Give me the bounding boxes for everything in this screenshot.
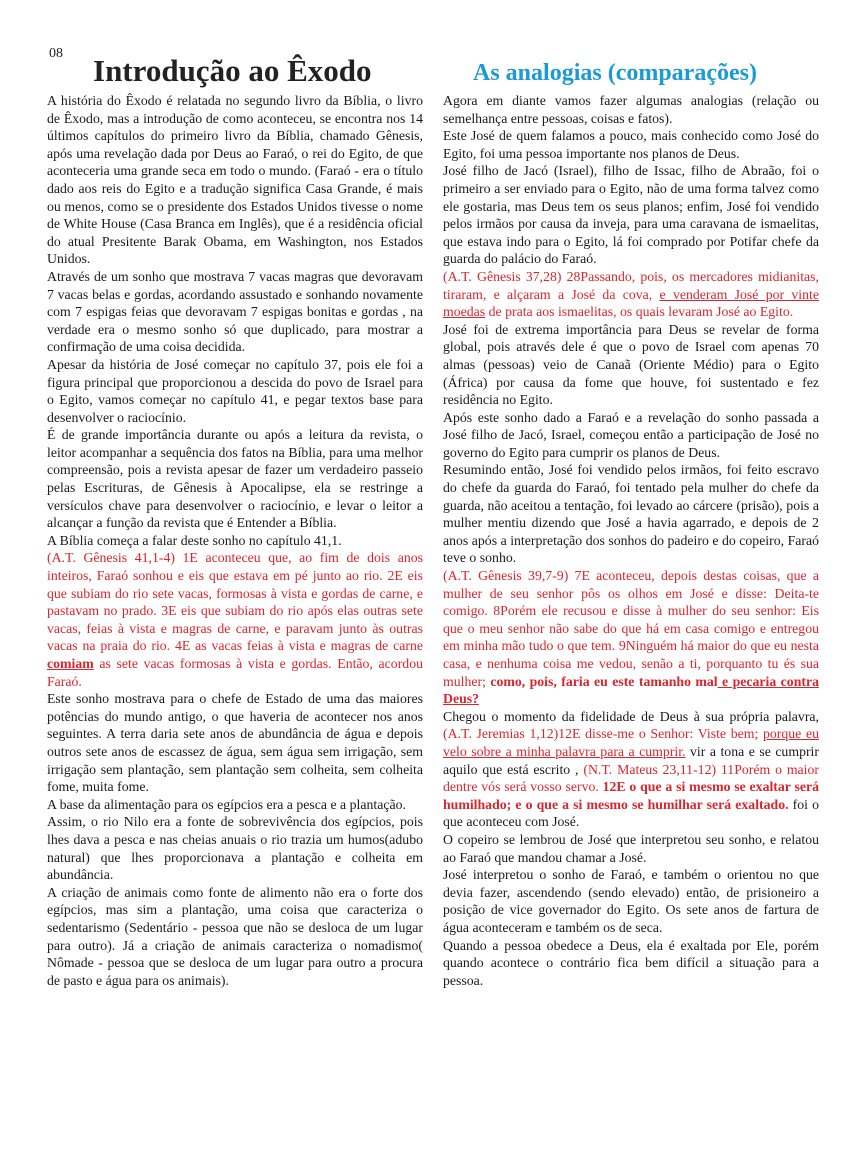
paragraph: A criação de animais como fonte de alimento não era o forte dos egípcios, mas sim a plantação, uma coisa que caracteriza o sedentarismo (Sedentário - pessoa que não se desloca de um lugar para outro). Já a criação de animais caracteriza o nomadismo( Nômade - pessoa que se desloca de um lugar para outro a procura de pasto e água para os animais). xyxy=(47,884,423,988)
scripture-quote xyxy=(443,268,819,321)
paragraph: Após este sonho dado a Faraó e a revelação do sonho passada a José filho de Jacó, Israel, começou então a participação de José no governo do Egito para cumprir os planos de Deus. xyxy=(443,409,819,460)
quote-text: (A.T. Gênesis 37,28) 28Passando, pois, os mercadores midianitas, tiraram, e alçaram a José da cova, xyxy=(443,268,819,302)
section-title: As analogias (comparações) xyxy=(473,60,757,86)
paragraph: O copeiro se lembrou de José que interpretou seu sonho, e relatou ao Faraó que mandou chamar a José. xyxy=(443,831,819,865)
quote-text: de prata aos ismaelitas, os quais levaram José ao Egito. xyxy=(485,304,794,320)
paragraph: José foi de extrema importância para Deus se revelar de forma global, pois através dele é que o povo de Israel com apenas 70 almas (pessoas) veio de Canaã (Oriente Médio) para o Egito (África) por causa da fome que houve, foi sustentado e fez residência no Egito. xyxy=(443,321,819,408)
left-column xyxy=(47,54,423,989)
paragraph: Este José de quem falamos a pouco, mais conhecido como José do Egito, foi uma pessoa importante nos planos de Deus. xyxy=(443,128,819,161)
paragraph: Resumindo então, José foi vendido pelos irmãos, foi feito escravo do chefe da guarda do Faraó, foi tentado pela mulher do chefe da guarda, não aceitou a tentação, foi levado ao cárcere (prisão), pois a mulher mentiu dizendo que José a havia agarrado, e depois de 2 anos após a interpretação dos sonhos do padeiro e do copeiro, Faraó teve o sonho. xyxy=(443,462,819,566)
quote-text: (N.T. Mateus 23,11-12) 11Porém o maior dentre vós será vosso servo. xyxy=(443,761,820,795)
quote-emphasis: 12E o que a si mesmo se exaltar será humilhado; e o que a si mesmo se humilhar será exaltado. xyxy=(443,779,819,812)
paragraph: A história do Êxodo é relatada no segundo livro da Bíblia, o livro de Êxodo, mas a introdução de como aconteceu, se encontra nos 14 últimos capítulos do primeiro livro da Bíblia, chamado Gênesis, após uma revelação dada por Deus ao Faraó, o rei do Egito, de que aconteceria uma grande seca em todo o mundo. (Faraó - era o título dado aos reis do Egito e a tradução significa Casa Grande, é mais ou menos, como se o presidente dos Estados Unidos tivesse o nome de White House (Casa Branca em Inglês), que é a residência oficial do atual Presitente Barak Obama, em Washington, nos Estados Unidos. xyxy=(47,93,423,267)
scripture-quote xyxy=(47,549,423,690)
quote-text: (A.T. Gênesis 41,1-4) 1E aconteceu que, ao fim de dois anos inteiros, Faraó sonhou e eis que estava em pé junto ao rio. 2E eis que subiam do rio sete vacas, formosas à vista e gordas de carne, e pastavam no prado. 3E eis que subiam do rio após elas outras sete vacas, feias à vista e magras de carne, e paravam junto às outras vacas na praia do rio. 4E as vacas feias à vista e magras de carne xyxy=(47,550,423,654)
paragraph: A base da alimentação para os egípcios era a pesca e a plantação. xyxy=(47,796,406,812)
quote-emphasis: como, pois, faria eu este tamanho mal xyxy=(490,673,718,689)
text: foi o que aconteceu com José. xyxy=(443,796,820,830)
paragraph: É de grande importância durante ou após a leitura da revista, o leitor acompanhar a sequência dos fatos na Bíblia, para uma melhor compreensão, pois a revista apesar de fazer um verdadeiro passeio pelas Escrituras, de Gênesis à Apocalipse, ela se restringe a versículos chave para desenvolver o raciocínio, e levar o leitor a alcançar a função da revista que é Entender a Bíblia. xyxy=(47,427,423,531)
paragraph: Apesar da história de José começar no capítulo 37, pois ele foi a figura principal que proporcionou a descida do povo de Israel para o Egito, vamos começar no capítulo 41, e pegar textos base para desenvolver o raciocínio. xyxy=(47,356,423,425)
quote-text: (A.T. Jeremias 1,12)12E disse-me o Senhor: Viste bem; xyxy=(443,726,763,742)
quote-emphasis: comiam xyxy=(47,656,94,671)
paragraph: Agora em diante vamos fazer algumas analogias (relação ou semelhança entre pessoas, coisas e fatos). xyxy=(443,93,819,126)
paragraph: Este sonho mostrava para o chefe de Estado de uma das maiores potências do mundo antigo, o que haveria de acontecer nos anos seguintes. A terra daria sete anos de abundância de água e depois outros sete anos de escassez de água, sem água sem irrigação, sem irrigação sem plantação, sem plantação sem colheita, sem colheita fome, muita fome. xyxy=(47,691,423,795)
scripture-quote xyxy=(443,567,819,708)
quote-emphasis: e pecaria contra Deus? xyxy=(443,673,819,707)
paragraph: A Bíblia começa a falar deste sonho no capítulo 41,1. xyxy=(47,532,342,548)
right-column xyxy=(443,54,819,989)
quote-text: as sete vacas formosas à vista e gordas. Então, acordou Faraó. xyxy=(47,656,423,689)
page-number: 08 xyxy=(49,46,63,61)
paragraph: Assim, o rio Nilo era a fonte de sobrevivência dos egípcios, pois lhes dava a pesca e nas cheias anuais o rio trazia um humos(adubo natural) que lhes proporcionava a plantação e colheita em abundância. xyxy=(47,814,423,883)
paragraph: Através de um sonho que mostrava 7 vacas magras que devoravam 7 vacas belas e gordas, acordando assustado e sonhando novamente com 7 espigas feias que devoravam 7 espigas bonitas e gordas , na verdade era o mesmo sonho só que duplicado, para mostrar a confirmação de uma coisa decidida. xyxy=(47,268,423,355)
paragraph-mixed xyxy=(443,708,819,831)
quote-underline: porque eu velo sobre a minha palavra para a cumprir. xyxy=(443,726,819,759)
paragraph: José filho de Jacó (Israel), filho de Issac, filho de Abraão, foi o primeiro a ser enviado para o Egito, não de uma forma talvez como ele gostaria, mas Deus tem os seus planos; enfim, José foi vendido pelos irmãos por causa da inveja, para uma caravana de ismaelitas, que estava indo para o Egito, lá foi comprado por Potifar chefe da guarda do palácio do Faraó. xyxy=(443,163,819,267)
paragraph: José interpretou o sonho de Faraó, e também o orientou no que devia fazer, ascendendo (sendo elevado) então, de prisioneiro a posição de vice governador do Egito. Os sete anos de fartura de água aconteceram e também os de seca. xyxy=(443,867,819,935)
page-title: Introdução ao Êxodo xyxy=(93,53,372,88)
paragraph: Quando a pessoa obedece a Deus, ela é exaltada por Ele, porém quando acontece o contrário fica bem difícil a situação para a pessoa. xyxy=(443,937,819,988)
text: Chegou o momento da fidelidade de Deus à sua própria palavra, xyxy=(443,708,819,724)
quote-underline: e venderam José por vinte moedas xyxy=(443,286,819,320)
text: vir a tona e se cumprir aquilo que está escrito , xyxy=(443,743,819,777)
quote-text: (A.T. Gênesis 39,7-9) 7E aconteceu, depois destas coisas, que a mulher de seu senhor pôs os olhos em José e disse: Deita-te comigo. 8Porém ele recusou e disse à mulher do seu senhor: Eis que o meu senhor não sabe do que há em casa comigo e entregou em minha mão tudo o que tem. 9Ninguém há maior do que eu nesta casa, e nenhuma coisa me vedou, senão a ti, porquanto tu és sua mulher; xyxy=(443,568,819,689)
